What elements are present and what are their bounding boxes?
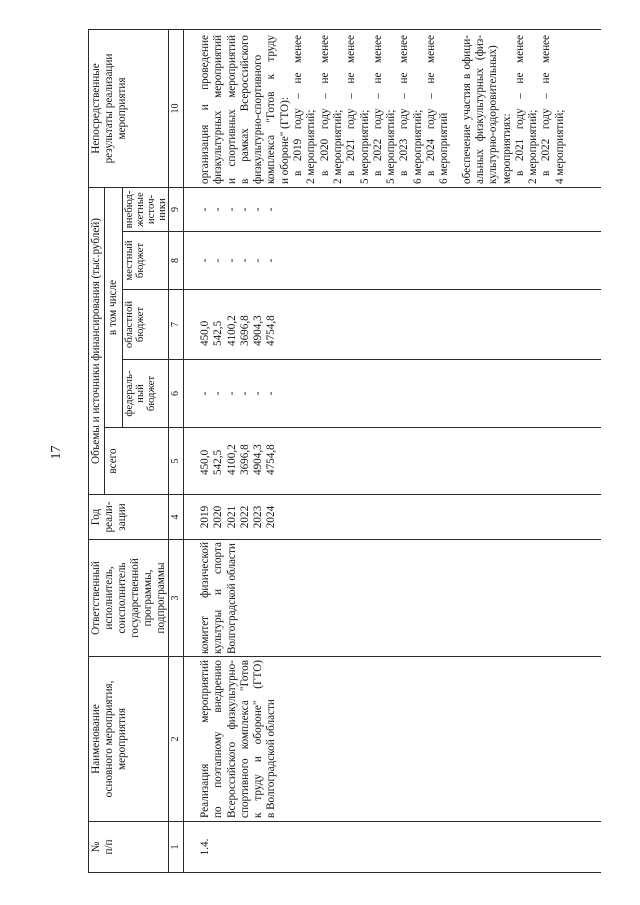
row-local-cell [184,231,601,289]
name-line: в Волгоградской области [265,699,278,818]
header-number: № п/п [89,821,169,872]
row-extrabudgetary-cell [184,187,601,231]
result-line: в 2020 году – не менее [318,35,331,176]
year-value: 2021 [225,505,238,529]
header-funding: Объемы и источники финансирования (тыс.рублей) [89,187,105,494]
row-regional-cell [184,289,601,359]
header-year: Год реали- зации [89,494,169,539]
extrabudgetary-value: - [212,207,225,212]
column-number: 10 [169,29,184,187]
result-line: 2 мероприятий; [331,109,344,184]
regional-value: 4904,3 [252,315,265,346]
column-number: 9 [169,187,184,231]
result-line: в 2022 году – не менее [371,35,384,176]
result-line: в 2024 году – не менее [425,35,438,176]
result-line: организация и проведение [199,35,211,184]
column-number: 8 [169,231,184,289]
header-responsible: Ответственный исполнитель, соисполнитель государственной программы, подпрограммы [89,539,169,656]
local-value: - [252,258,265,263]
result-line: 6 мероприятий [438,112,451,184]
regional-value: 4100,2 [225,315,238,346]
federal-value: - [238,391,251,396]
local-value: - [265,258,278,263]
result-line: мероприятиях: [500,113,513,184]
year-value: 2023 [252,505,265,529]
regional-value: 542,5 [212,320,225,346]
row-number: 1.4. [199,838,211,856]
column-number: 5 [169,427,184,494]
result-line: культурно-оздоровительных) [487,45,500,184]
result-line: 4 мероприятий; [553,109,566,184]
total-value: 3696,8 [238,444,251,475]
year-value: 2019 [199,505,211,529]
header-total: всего [105,427,169,494]
name-line: Реализация мероприятий [199,660,211,818]
responsible-line: комитет физической [199,542,211,654]
result-line: 2 мероприятий; [305,109,318,184]
regional-value: 4754,8 [265,315,278,346]
column-number: 3 [169,539,184,656]
total-value: 542,5 [212,449,225,475]
year-value: 2020 [212,505,225,529]
result-line: 5 мероприятий; [358,109,371,184]
result-line: 2 мероприятий; [527,109,540,184]
total-value: 4904,3 [252,444,265,475]
page-number: 17 [49,445,64,460]
local-value: - [225,258,238,263]
name-line: Всероссийского физкультурно- [225,660,238,818]
result-line: и спортивных мероприятий [225,35,238,184]
result-line: физкультурно-спортивного [252,54,265,184]
results-paragraph-events [199,35,452,184]
header-including: в том числе [105,187,123,427]
responsible-line: культуры и спорта [212,542,225,654]
year-value: 2024 [265,505,278,529]
header-results: Непосредственные результаты реализации мероприятия [89,29,169,187]
header-regional: областной бюджет [123,289,169,359]
result-line: 6 мероприятий; [411,109,424,184]
result-line: в 2022 году – не менее [540,35,553,176]
column-number: 6 [169,359,184,427]
federal-value: - [212,391,225,396]
result-line: альных физкультурных (физ- [473,35,486,184]
column-number: 4 [169,494,184,539]
total-value: 450,0 [199,449,211,475]
result-line: обеспечение участия в офици- [460,35,473,184]
federal-value: - [265,391,278,396]
row-total-cell [184,427,601,494]
header-federal: федераль- ный бюджет [123,359,169,427]
result-line: в 2019 году – не менее [292,35,305,176]
column-number: 1 [169,821,184,872]
result-line: в 2021 году – не менее [345,35,358,176]
result-line: и обороне" (ГТО): [278,97,291,184]
result-line: в 2023 году – не менее [398,35,411,176]
responsible-line: Волгоградской области [225,543,238,654]
column-number: 7 [169,289,184,359]
header-name: Наименование основного мероприятия, мероприятия [89,656,169,821]
local-value: - [199,258,211,263]
name-line: по поэтапному внедрению [212,660,225,818]
header-extrabudgetary: внебюд- жетные источ- ники [123,187,169,231]
extrabudgetary-value: - [225,207,238,212]
federal-value: - [199,391,211,396]
result-line: в рамках Всероссийского [238,35,251,184]
column-number: 2 [169,656,184,821]
row-year-cell [184,494,601,539]
federal-value: - [225,391,238,396]
local-value: - [212,258,225,263]
year-value: 2022 [238,505,251,529]
header-local: местный бюджет [123,231,169,289]
extrabudgetary-value: - [252,207,265,212]
extrabudgetary-value: - [199,207,211,212]
extrabudgetary-value: - [238,207,251,212]
regional-value: 3696,8 [238,315,251,346]
row-name-cell [184,656,601,821]
result-line: физкультурных мероприятий [212,35,225,184]
total-value: 4100,2 [225,444,238,475]
row-number-cell [184,821,601,872]
row-results-cell [184,29,601,187]
row-responsible-cell [184,539,601,656]
local-value: - [238,258,251,263]
name-line: спортивного комплекса "Готов [238,660,251,818]
measures-table [88,29,601,873]
extrabudgetary-value: - [265,207,278,212]
federal-value: - [252,391,265,396]
total-value: 4754,8 [265,444,278,475]
result-line: 5 мероприятий; [385,109,398,184]
result-line: в 2021 году – не менее [513,35,526,176]
name-line: к труду и обороне" (ГТО) [252,660,265,818]
row-federal-cell [184,359,601,427]
result-line: комплекса "Готов к труду [265,35,278,184]
results-paragraph-participation [461,35,567,184]
regional-value: 450,0 [199,320,211,346]
